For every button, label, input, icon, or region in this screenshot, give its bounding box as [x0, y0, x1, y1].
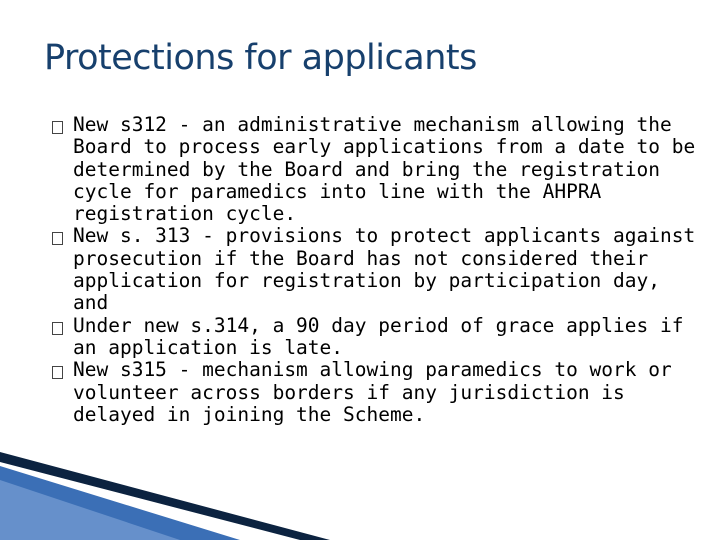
- slide-title: Protections for applicants: [44, 38, 477, 78]
- bullet-box-icon: [52, 322, 63, 335]
- bullet-list: [52, 114, 702, 426]
- swoosh-light-band: [0, 480, 180, 540]
- decorative-swoosh: [0, 440, 720, 540]
- bullet-item: [52, 225, 702, 314]
- bullet-box-icon: [52, 366, 63, 379]
- bullet-box-icon: [52, 121, 63, 134]
- bullet-text: Under new s.314, a 90 day period of grace applies if an application is late.: [73, 313, 684, 359]
- bullet-text: New s312 - an administrative mechanism allowing the Board to process early applications from a date to be determined by the Board and bring the registration cycle for paramedics into line with the AHPRA registration cycle.: [73, 113, 696, 226]
- bullet-item: [52, 114, 702, 225]
- bullet-item: [52, 359, 702, 426]
- bullet-text: New s. 313 - provisions to protect applicants against prosecution if the Board has not considered their application for registration by participation day, and: [73, 224, 696, 315]
- bullet-box-icon: [52, 232, 63, 245]
- bullet-text: New s315 - mechanism allowing paramedics to work or volunteer across borders if any jurisdiction is delayed in joining the Scheme.: [73, 358, 672, 426]
- bullet-item: [52, 315, 702, 360]
